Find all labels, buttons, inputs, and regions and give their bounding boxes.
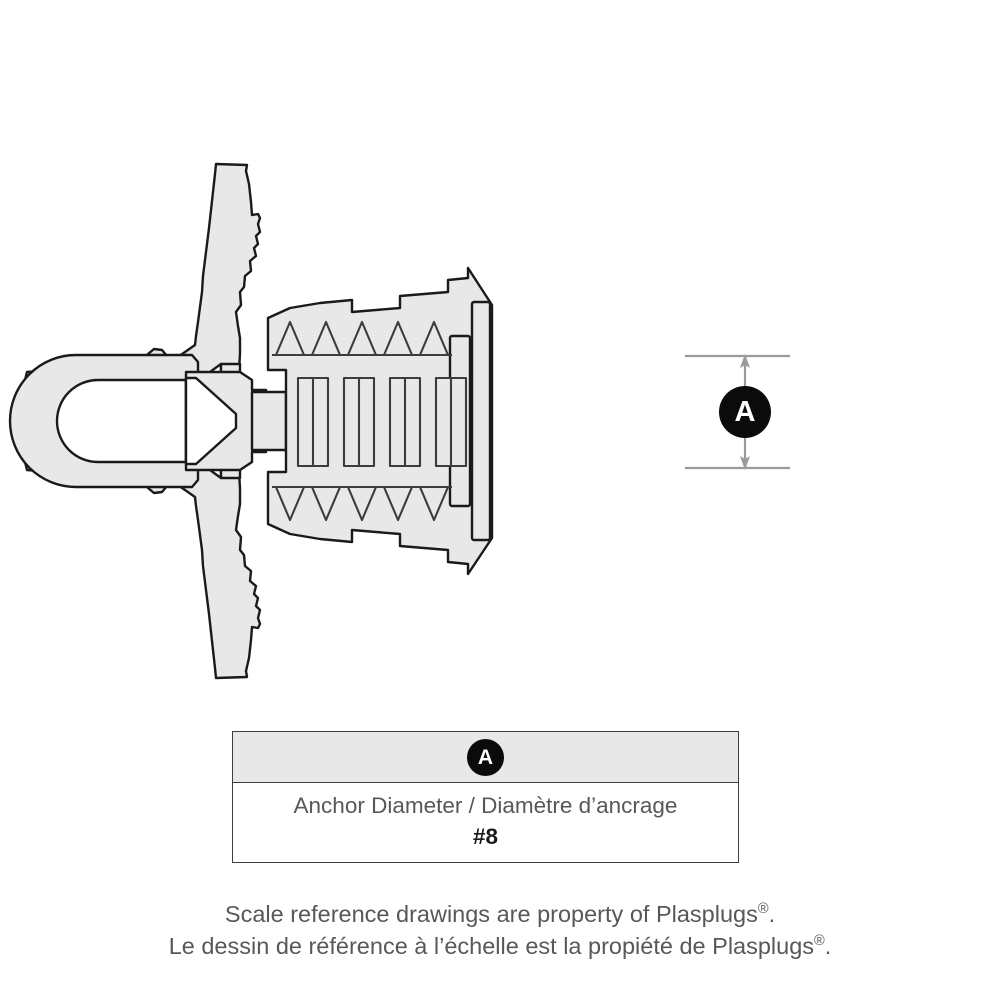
spec-label: Anchor Diameter / Diamètre d’ancrage bbox=[293, 793, 678, 818]
spec-table bbox=[232, 731, 739, 863]
anchor-body-assembly bbox=[268, 268, 492, 574]
toggle-wing-assembly bbox=[10, 164, 286, 678]
expansion-slot bbox=[344, 378, 374, 466]
footer-disclaimer bbox=[0, 898, 1000, 963]
footer-fr-period: . bbox=[824, 933, 832, 960]
anchor-drawing-svg bbox=[0, 140, 1000, 700]
end-flange bbox=[472, 302, 490, 540]
collar-loop-cavity bbox=[57, 380, 186, 462]
footer-en-period: . bbox=[768, 901, 776, 927]
footer-line-english bbox=[0, 898, 1000, 930]
status-badge: A bbox=[467, 739, 504, 776]
expansion-slot bbox=[298, 378, 328, 466]
anchor-scale-drawing bbox=[0, 140, 1000, 700]
dimension-badge-letter: A bbox=[734, 396, 756, 428]
spec-value: #8 bbox=[472, 824, 499, 850]
spec-table-body bbox=[233, 783, 738, 862]
dimension-callout-a bbox=[685, 354, 790, 470]
footer-fr-text: Le dessin de référence à l’échelle est la propiété de Plasplugs bbox=[168, 933, 815, 960]
neck-connector bbox=[252, 392, 286, 450]
footer-en-text: Scale reference drawings are property of Plasplugs bbox=[224, 901, 758, 927]
expansion-slot bbox=[390, 378, 420, 466]
registered-mark-icon: ® bbox=[814, 933, 825, 950]
expansion-slot bbox=[436, 378, 466, 466]
registered-mark-icon: ® bbox=[757, 901, 769, 918]
spec-table-header bbox=[233, 732, 738, 783]
footer-line-french bbox=[0, 930, 1000, 962]
